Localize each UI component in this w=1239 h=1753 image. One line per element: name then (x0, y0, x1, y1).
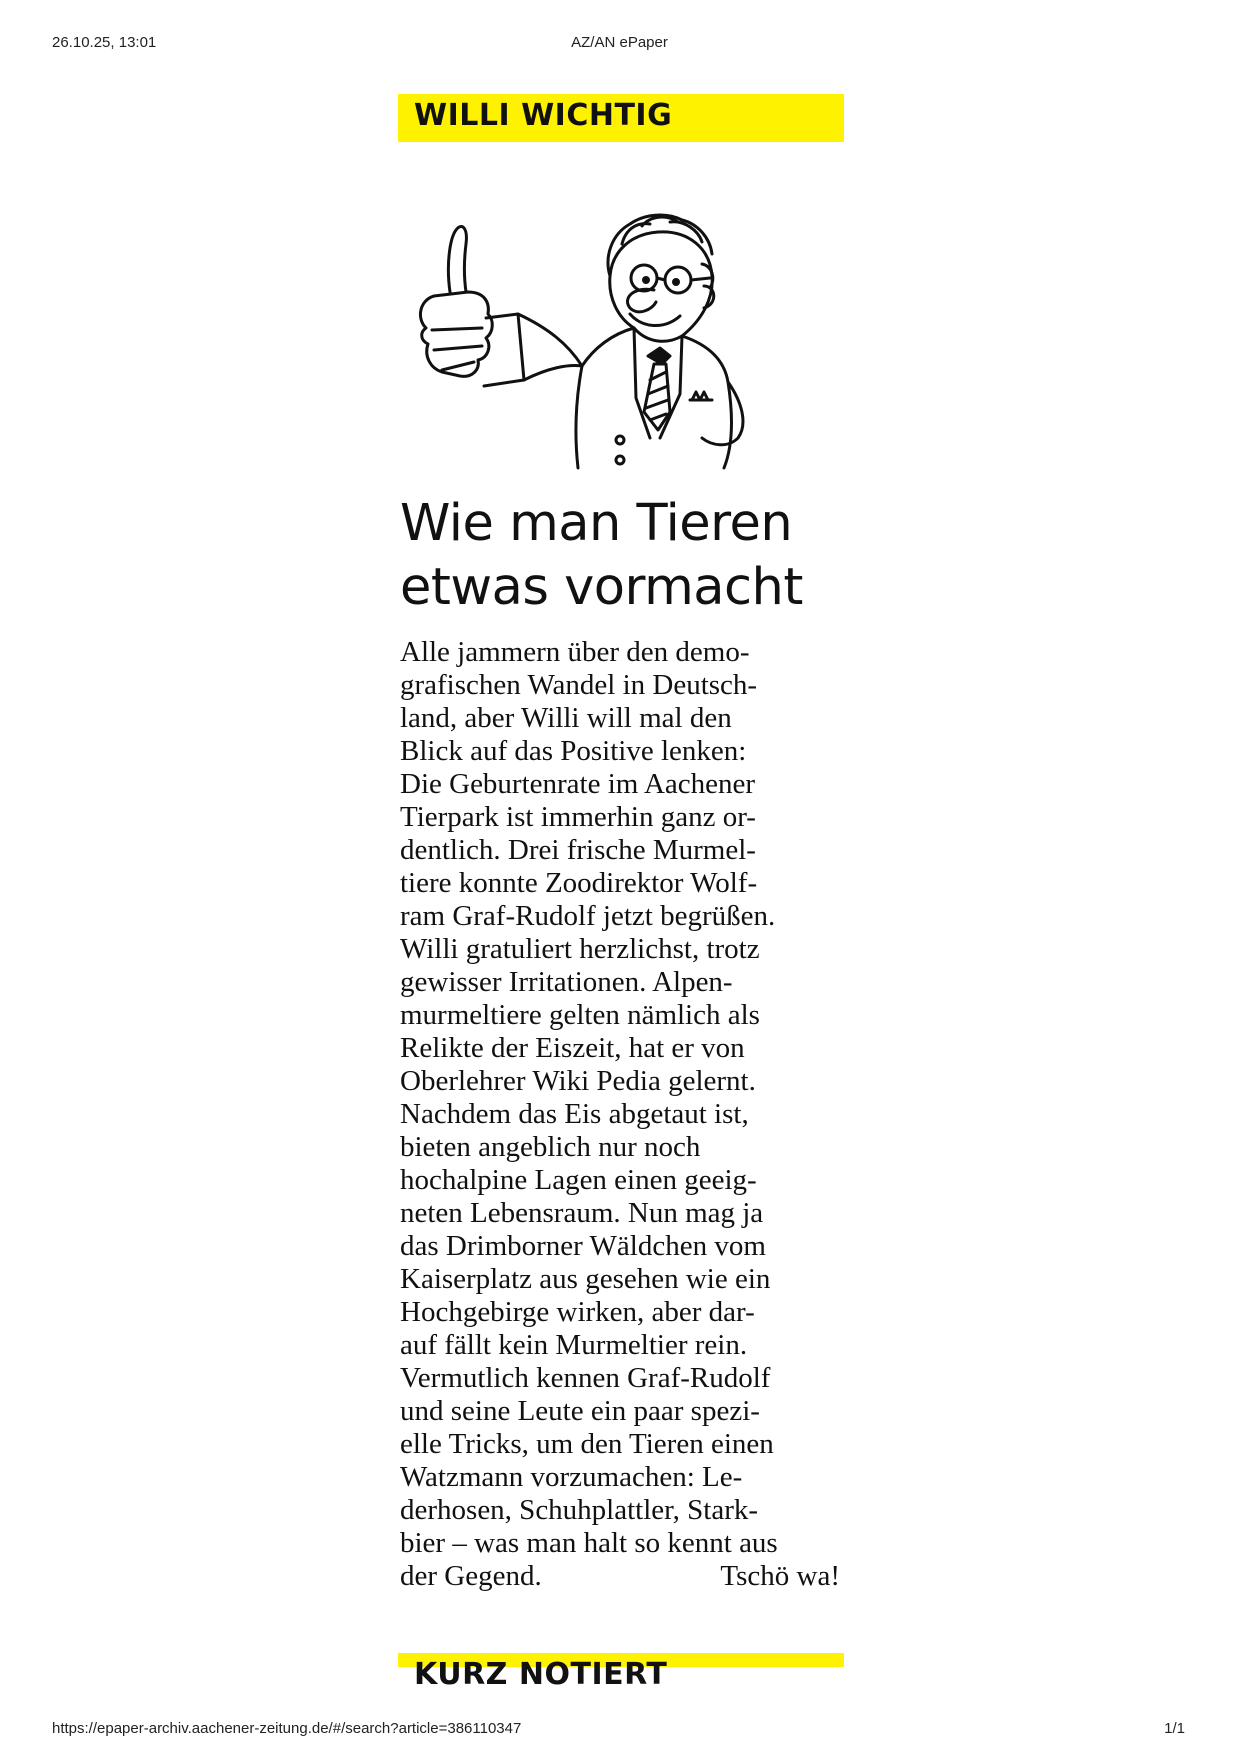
body-line: neten Lebensraum. Nun mag ja (400, 1197, 764, 1229)
body-line: Tierpark ist immerhin ganz or- (400, 801, 756, 833)
headline-line-1: Wie man Tieren (400, 494, 793, 553)
body-line: auf fällt kein Murmeltier rein. (400, 1329, 748, 1361)
body-line: Vermutlich kennen Graf-Rudolf (400, 1362, 771, 1394)
body-line: ram Graf-Rudolf jetzt begrüßen. (400, 900, 776, 932)
body-line: grafischen Wandel in Deutsch- (400, 669, 758, 701)
kicker-bar (398, 94, 844, 142)
print-title: AZ/AN ePaper (571, 34, 668, 51)
body-line-final: der Gegend. (400, 1560, 542, 1592)
body-line: Alle jammern über den demo- (400, 636, 750, 668)
body-line: Blick auf das Positive lenken: (400, 735, 747, 767)
cartoon-man-thumbs-up-icon (398, 168, 844, 468)
body-line: das Drimborner Wäldchen vom (400, 1230, 766, 1262)
page-number: 1/1 (1164, 1720, 1185, 1737)
body-line: Relikte der Eiszeit, hat er von (400, 1032, 745, 1064)
body-last-line (400, 1560, 840, 1593)
body-line: Nachdem das Eis abgetaut ist, (400, 1098, 749, 1130)
body-line: derhosen, Schuhplattler, Stark- (400, 1494, 759, 1526)
body-line: Hochgebirge wirken, aber dar- (400, 1296, 755, 1328)
headline (400, 492, 840, 620)
print-header (0, 34, 1239, 56)
newspaper-clipping (398, 92, 844, 1692)
body-line: bieten angeblich nur noch (400, 1131, 701, 1163)
body-line: elle Tricks, um den Tieren einen (400, 1428, 774, 1460)
body-line: murmeltiere gelten nämlich als (400, 999, 760, 1031)
body-line: Die Geburtenrate im Aachener (400, 768, 756, 800)
article-body (400, 636, 840, 1593)
body-line: und seine Leute ein paar spezi- (400, 1395, 760, 1427)
body-line: Watzmann vorzumachen: Le- (400, 1461, 743, 1493)
kicker-label: WILLI WICHTIG (414, 98, 673, 133)
signoff: Tschö wa! (720, 1560, 840, 1592)
next-section-kicker: KURZ NOTIERT (414, 1657, 668, 1692)
body-line: tiere konnte Zoodirektor Wolf- (400, 867, 758, 899)
body-line: Willi gratuliert herzlichst, trotz (400, 933, 760, 965)
body-line: dentlich. Drei frische Murmel- (400, 834, 756, 866)
body-line: hochalpine Lagen einen geeig- (400, 1164, 757, 1196)
body-line: bier – was man halt so kennt aus (400, 1527, 778, 1559)
print-footer (0, 1720, 1239, 1742)
next-section-kicker-bar (398, 1653, 844, 1692)
body-line: Oberlehrer Wiki Pedia gelernt. (400, 1065, 756, 1097)
source-url[interactable]: https://epaper-archiv.aachener-zeitung.de/#/search?article=386110347 (52, 1720, 522, 1737)
body-line: Kaiserplatz aus gesehen wie ein (400, 1263, 771, 1295)
headline-line-2: etwas vormacht (400, 558, 803, 617)
print-datetime: 26.10.25, 13:01 (52, 34, 157, 51)
body-line: gewisser Irritationen. Alpen- (400, 966, 733, 998)
body-line: land, aber Willi will mal den (400, 702, 732, 734)
